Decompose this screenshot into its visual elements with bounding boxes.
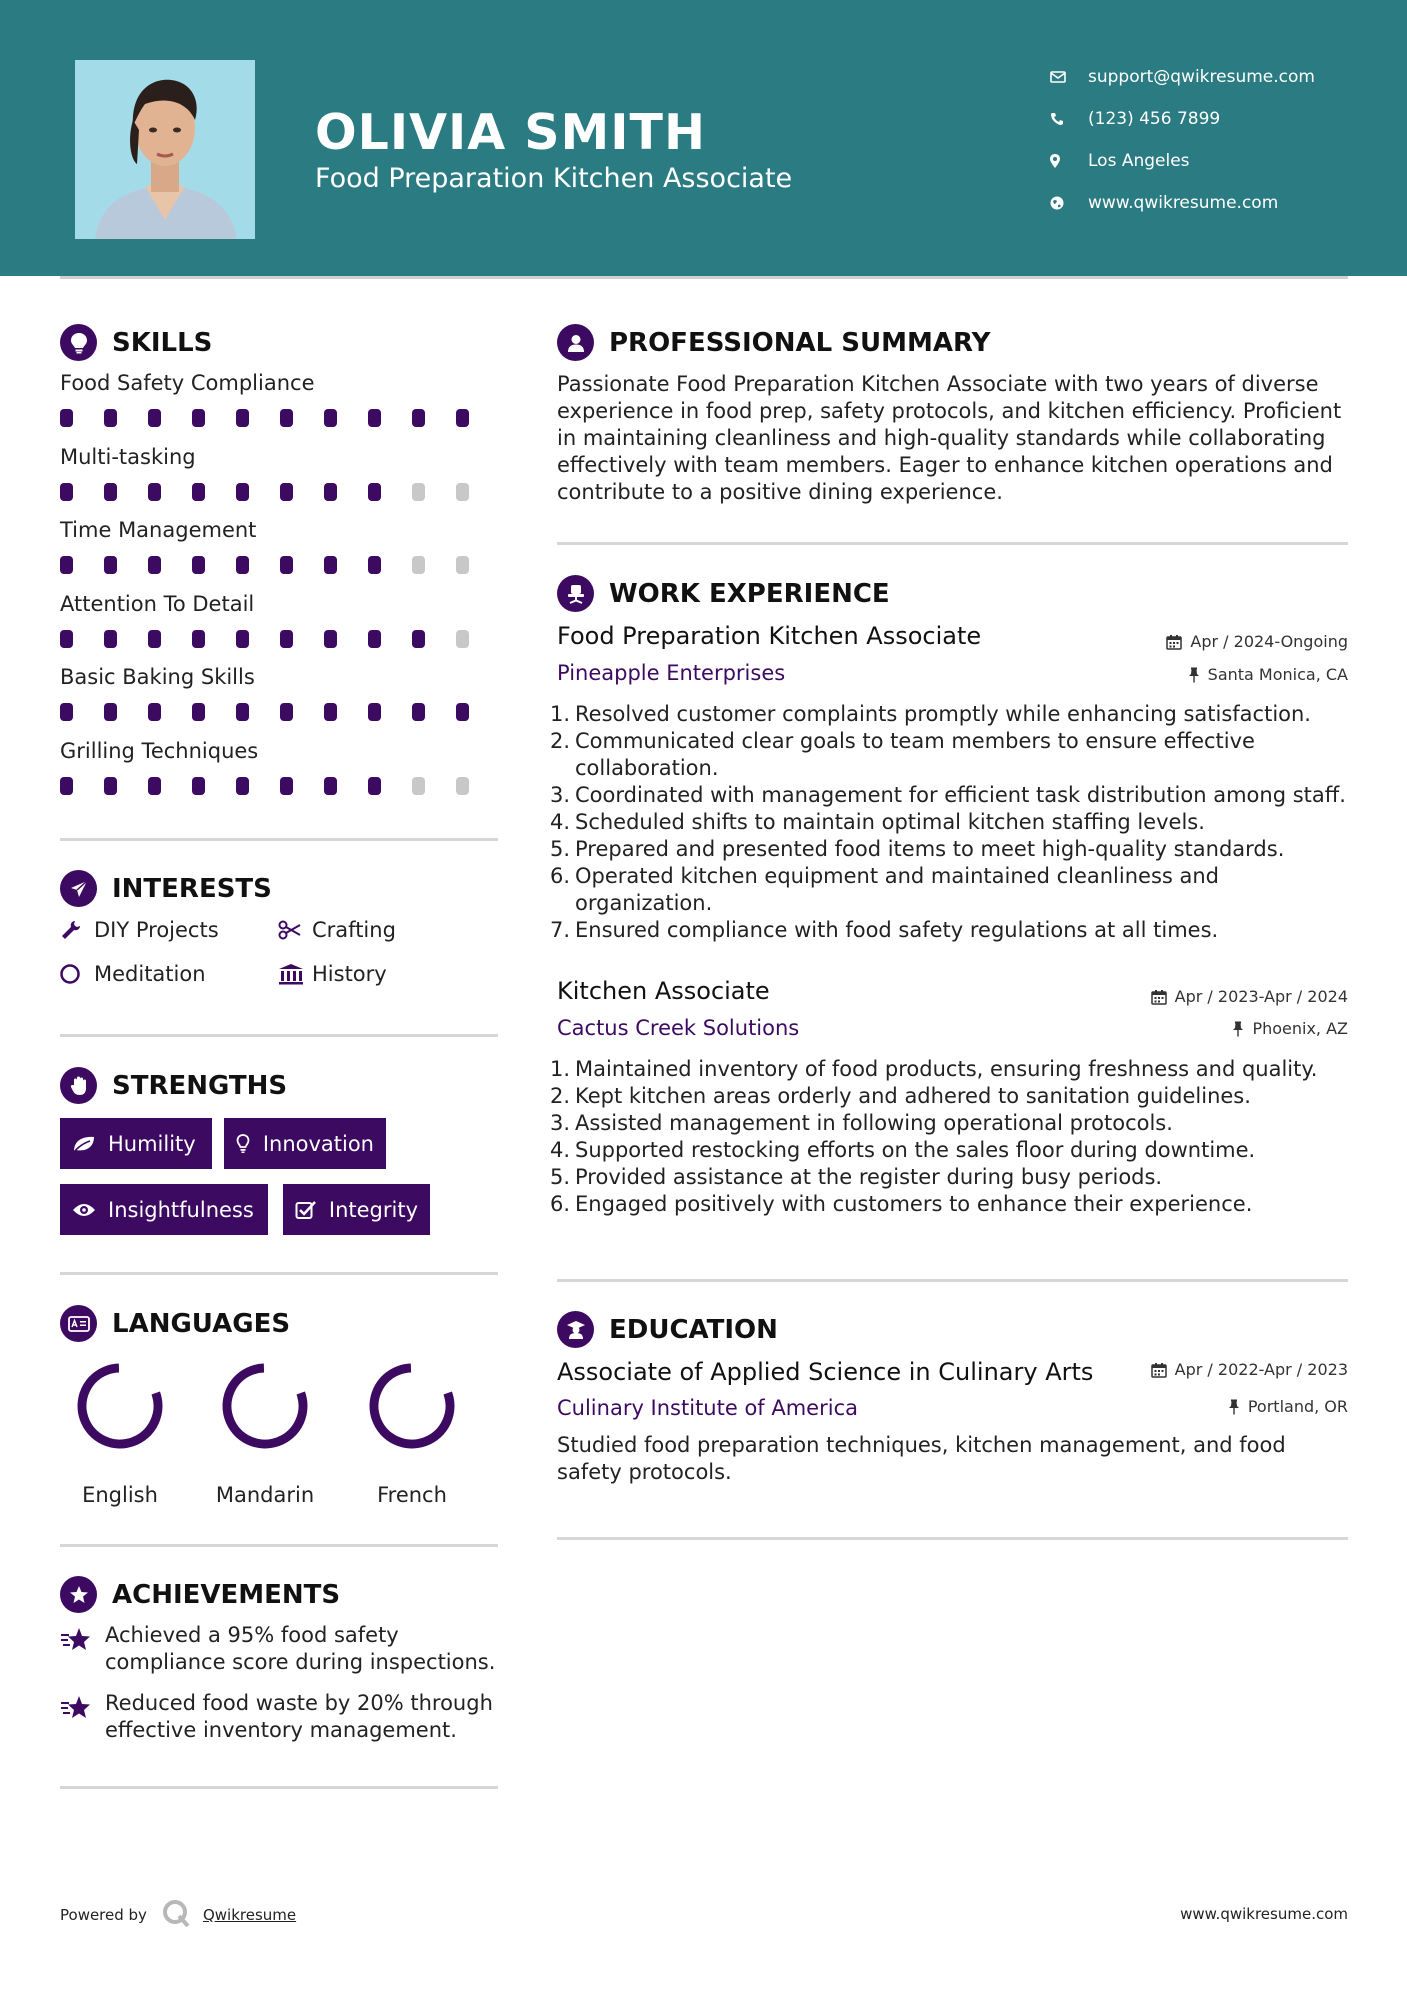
responsibility-line: organization.	[575, 891, 713, 915]
interest-label: Meditation	[94, 962, 206, 986]
star-icon	[60, 1690, 105, 1744]
footer-website[interactable]: www.qwikresume.com	[1180, 1905, 1348, 1923]
list-number: 4.	[550, 1138, 571, 1162]
skill-item	[60, 518, 500, 574]
language-icon	[60, 1305, 97, 1342]
contact-website-text: www.qwikresume.com	[1088, 193, 1279, 213]
qwikresume-logo-icon	[161, 1898, 191, 1932]
list-number: 1.	[550, 702, 571, 726]
rating-dot-filled	[148, 630, 161, 648]
interest-item	[278, 962, 387, 986]
lightbulb-outline-icon	[236, 1134, 263, 1154]
rating-dot-empty	[456, 556, 469, 574]
education-description-line: Studied food preparation techniques, kitchen management, and food	[557, 1433, 1286, 1457]
graduate-icon	[557, 1311, 594, 1348]
responsibility-line: Engaged positively with customers to enhance their experience.	[575, 1192, 1253, 1216]
education-description-line: safety protocols.	[557, 1460, 732, 1484]
user-icon	[557, 324, 594, 361]
pushpin-icon	[1188, 667, 1200, 683]
circle-icon	[60, 963, 94, 985]
strength-label: Insightfulness	[108, 1197, 254, 1222]
job-location-text: Santa Monica, CA	[1207, 665, 1348, 684]
rating-dot-filled	[148, 703, 161, 721]
responsibility-text	[575, 1056, 1318, 1083]
skill-item	[60, 371, 500, 427]
strength-tag	[60, 1118, 212, 1169]
rating-dot-filled	[324, 630, 337, 648]
location-pin-icon	[1050, 154, 1088, 168]
education-degree: Associate of Applied Science in Culinary Arts	[557, 1358, 1094, 1386]
rating-dot-filled	[148, 556, 161, 574]
job-location-text: Phoenix, AZ	[1252, 1019, 1348, 1038]
language-name: English	[82, 1483, 158, 1507]
rating-dot-empty	[456, 777, 469, 795]
powered-by-text: Powered by	[60, 1906, 147, 1924]
rating-dot-filled	[192, 630, 205, 648]
responsibility-text	[575, 728, 1255, 782]
experience-divider	[557, 1279, 1348, 1282]
responsibility-item	[550, 1110, 1360, 1137]
strength-label: Humility	[108, 1131, 196, 1156]
job-dates	[1151, 987, 1348, 1006]
rating-dot-filled	[236, 556, 249, 574]
contact-location-text: Los Angeles	[1088, 151, 1190, 171]
languages-divider	[60, 1544, 498, 1547]
job-dates-text: Apr / 2023-Apr / 2024	[1174, 987, 1348, 1006]
summary-line: Passionate Food Preparation Kitchen Associate with two years of diverse	[557, 372, 1319, 396]
strength-label: Innovation	[262, 1131, 374, 1156]
job-location	[1232, 1019, 1348, 1038]
responsibility-text	[575, 863, 1219, 917]
responsibility-text	[575, 1083, 1251, 1110]
responsibility-text	[575, 1110, 1173, 1137]
responsibility-text	[575, 782, 1346, 809]
skill-rating	[60, 556, 500, 574]
rating-dot-filled	[368, 703, 381, 721]
language-level-ring	[219, 1360, 311, 1452]
responsibility-item	[550, 1137, 1360, 1164]
wrench-icon	[60, 919, 94, 941]
achievements-heading	[60, 1576, 340, 1613]
contact-list	[1050, 56, 1315, 224]
rating-dot-filled	[192, 777, 205, 795]
summary-divider	[557, 542, 1348, 545]
skill-rating	[60, 483, 500, 501]
responsibility-line: Coordinated with management for efficient task distribution among staff.	[575, 783, 1346, 807]
summary-title: PROFESSIONAL SUMMARY	[609, 327, 991, 358]
interests-divider	[60, 1034, 498, 1037]
rating-dot-filled	[60, 630, 73, 648]
responsibility-line: Supported restocking efforts on the sales floor during downtime.	[575, 1138, 1256, 1162]
museum-icon	[278, 963, 312, 985]
education-heading	[557, 1311, 778, 1348]
rating-dot-filled	[280, 409, 293, 427]
achievement-item	[60, 1690, 510, 1744]
summary-text	[557, 371, 1357, 506]
responsibility-item	[550, 917, 1360, 944]
list-number: 5.	[550, 1165, 571, 1189]
language-level-ring	[74, 1360, 166, 1452]
contact-phone-text: (123) 456 7899	[1088, 109, 1221, 129]
rating-dot-filled	[192, 409, 205, 427]
interests-title: INTERESTS	[112, 873, 272, 904]
education-title: EDUCATION	[609, 1314, 778, 1345]
responsibility-item	[550, 809, 1360, 836]
rating-dot-filled	[456, 703, 469, 721]
contact-location	[1050, 140, 1315, 182]
summary-line: effectively with team members. Eager to enhance kitchen operations and	[557, 453, 1333, 477]
rating-dot-filled	[280, 483, 293, 501]
rating-dot-filled	[236, 703, 249, 721]
leaf-icon	[72, 1135, 108, 1153]
skill-rating	[60, 703, 500, 721]
rating-dot-filled	[368, 630, 381, 648]
skill-name: Grilling Techniques	[60, 738, 259, 763]
skill-item	[60, 739, 500, 795]
language-level-ring	[366, 1360, 458, 1452]
responsibility-text	[575, 809, 1205, 836]
language-level-arc	[366, 1360, 458, 1452]
rating-dot-filled	[148, 777, 161, 795]
achievements-title: ACHIEVEMENTS	[112, 1579, 341, 1610]
job-location	[1188, 665, 1348, 684]
responsibility-line: Communicated clear goals to team members to ensure effective	[575, 729, 1255, 753]
job-company: Cactus Creek Solutions	[557, 1016, 800, 1040]
strengths-heading	[60, 1067, 287, 1104]
rating-dot-filled	[192, 483, 205, 501]
interest-label: History	[312, 962, 387, 986]
rating-dot-filled	[280, 703, 293, 721]
education-dates	[1151, 1360, 1348, 1379]
rating-dot-empty	[412, 483, 425, 501]
rating-dot-empty	[456, 630, 469, 648]
rating-dot-filled	[148, 483, 161, 501]
resume-header	[0, 0, 1407, 276]
skills-heading	[60, 324, 212, 361]
list-number: 4.	[550, 810, 571, 834]
eye-icon	[72, 1202, 108, 1218]
rating-dot-filled	[324, 483, 337, 501]
responsibility-item	[550, 701, 1360, 728]
list-number: 6.	[550, 1192, 571, 1216]
star-icon	[60, 1622, 105, 1676]
calendar-icon	[1166, 634, 1182, 650]
job-dates	[1166, 632, 1348, 651]
skill-name: Food Safety Compliance	[60, 371, 315, 395]
rating-dot-filled	[368, 409, 381, 427]
skill-item	[60, 445, 500, 501]
rating-dot-filled	[324, 703, 337, 721]
achievement-line: compliance score during inspections.	[105, 1650, 496, 1674]
strength-tag	[283, 1184, 430, 1235]
rating-dot-filled	[368, 777, 381, 795]
globe-icon	[1050, 196, 1088, 210]
rating-dot-empty	[412, 777, 425, 795]
rating-dot-filled	[324, 409, 337, 427]
responsibility-item	[550, 1191, 1360, 1218]
language-item	[60, 1360, 180, 1507]
strengths-divider	[60, 1272, 498, 1275]
rating-dot-filled	[104, 409, 117, 427]
pushpin-icon	[1228, 1399, 1240, 1415]
responsibility-text	[575, 917, 1218, 944]
rating-dot-filled	[104, 630, 117, 648]
education-school: Culinary Institute of America	[557, 1396, 858, 1420]
rating-dot-filled	[60, 703, 73, 721]
responsibility-line: Scheduled shifts to maintain optimal kitchen staffing levels.	[575, 810, 1205, 834]
responsibility-line: Maintained inventory of food products, ensuring freshness and quality.	[575, 1057, 1318, 1081]
list-number: 3.	[550, 1111, 571, 1135]
achievement-line: effective inventory management.	[105, 1718, 457, 1742]
skill-name: Basic Baking Skills	[60, 665, 255, 689]
strength-tag	[60, 1184, 268, 1235]
rating-dot-filled	[368, 483, 381, 501]
strength-tag	[224, 1118, 386, 1169]
achievements-divider	[60, 1786, 498, 1789]
summary-line: in maintaining cleanliness and high-quality standards while collaborating	[557, 426, 1326, 450]
chair-icon	[557, 575, 594, 612]
rating-dot-filled	[280, 556, 293, 574]
skill-name: Attention To Detail	[60, 591, 255, 616]
contact-email-text: support@qwikresume.com	[1088, 67, 1315, 87]
responsibility-item	[550, 728, 1360, 782]
job-dates-text: Apr / 2024-Ongoing	[1190, 632, 1348, 651]
achievement-line: Achieved a 95% food safety	[105, 1623, 399, 1647]
job-title: Food Preparation Kitchen Associate	[557, 622, 982, 650]
skill-rating	[60, 409, 500, 427]
education-location-text: Portland, OR	[1247, 1397, 1348, 1416]
responsibility-item	[550, 863, 1360, 917]
rating-dot-filled	[192, 556, 205, 574]
experience-heading	[557, 575, 890, 612]
job-responsibilities	[550, 701, 1360, 944]
rating-dot-filled	[280, 630, 293, 648]
rating-dot-filled	[412, 703, 425, 721]
list-number: 6.	[550, 864, 571, 888]
interest-label: Crafting	[312, 918, 396, 942]
interest-item	[60, 962, 206, 986]
interest-item	[60, 918, 219, 942]
rating-dot-filled	[236, 777, 249, 795]
summary-line: contribute to a positive dining experience.	[557, 480, 1003, 504]
list-number: 5.	[550, 837, 571, 861]
rating-dot-empty	[456, 483, 469, 501]
rating-dot-filled	[236, 409, 249, 427]
responsibility-item	[550, 836, 1360, 863]
rating-dot-filled	[324, 777, 337, 795]
education-description	[557, 1432, 1357, 1486]
experience-title: WORK EXPERIENCE	[609, 578, 890, 609]
job-responsibilities	[550, 1056, 1360, 1218]
interests-heading	[60, 870, 272, 907]
rating-dot-filled	[192, 703, 205, 721]
list-number: 3.	[550, 783, 571, 807]
star-badge-icon	[60, 1576, 97, 1613]
phone-icon	[1050, 112, 1088, 126]
strength-label: Integrity	[328, 1197, 418, 1222]
contact-email[interactable]	[1050, 56, 1315, 98]
rating-dot-filled	[280, 777, 293, 795]
responsibility-line: Prepared and presented food items to meet high-quality standards.	[575, 837, 1285, 861]
language-item	[205, 1360, 325, 1507]
responsibility-text	[575, 1137, 1255, 1164]
rating-dot-filled	[412, 409, 425, 427]
responsibility-item	[550, 1056, 1360, 1083]
pushpin-icon	[1232, 1021, 1244, 1037]
skill-rating	[60, 777, 500, 795]
rating-dot-filled	[60, 409, 73, 427]
achievement-line: Reduced food waste by 20% through	[105, 1691, 493, 1715]
responsibility-line: Kept kitchen areas orderly and adhered to sanitation guidelines.	[575, 1084, 1251, 1108]
language-level-arc	[219, 1360, 311, 1452]
contact-website[interactable]	[1050, 182, 1315, 224]
rating-dot-filled	[60, 777, 73, 795]
education-location	[1228, 1397, 1348, 1416]
responsibility-line: Resolved customer complaints promptly while enhancing satisfaction.	[575, 702, 1311, 726]
responsibility-line: Provided assistance at the register during busy periods.	[575, 1165, 1163, 1189]
contact-phone[interactable]	[1050, 98, 1315, 140]
job-title: Kitchen Associate	[557, 977, 770, 1005]
check-square-icon	[295, 1200, 329, 1220]
responsibility-line: Ensured compliance with food safety regulations at all times.	[575, 918, 1219, 942]
calendar-icon	[1151, 989, 1167, 1005]
list-number: 2.	[550, 729, 571, 753]
list-number: 7.	[550, 918, 571, 942]
languages-title: LANGUAGES	[112, 1308, 291, 1339]
interest-label: DIY Projects	[94, 918, 219, 942]
lightbulb-icon	[60, 324, 97, 361]
languages-heading	[60, 1305, 290, 1342]
skill-item	[60, 592, 500, 648]
responsibility-text	[575, 836, 1284, 863]
responsibility-line: Assisted management in following operational protocols.	[575, 1111, 1173, 1135]
skill-name: Time Management	[60, 518, 257, 542]
education-divider	[557, 1537, 1348, 1540]
rating-dot-filled	[148, 409, 161, 427]
responsibility-item	[550, 1083, 1360, 1110]
summary-heading	[557, 324, 990, 361]
hand-icon	[60, 1067, 97, 1104]
footer-powered-by	[60, 1898, 296, 1932]
rating-dot-filled	[412, 630, 425, 648]
calendar-icon	[1151, 1362, 1167, 1378]
education-dates-text: Apr / 2022-Apr / 2023	[1174, 1360, 1348, 1379]
rating-dot-filled	[104, 777, 117, 795]
rating-dot-filled	[104, 483, 117, 501]
scissors-icon	[278, 920, 312, 940]
skill-item	[60, 665, 500, 721]
candidate-role: Food Preparation Kitchen Associate	[315, 163, 793, 194]
language-name: French	[377, 1483, 447, 1507]
rating-dot-filled	[236, 483, 249, 501]
rating-dot-filled	[104, 556, 117, 574]
qwikresume-link[interactable]: Qwikresume	[202, 1906, 297, 1924]
responsibility-text	[575, 1191, 1252, 1218]
rating-dot-filled	[368, 556, 381, 574]
envelope-icon	[1050, 71, 1088, 83]
responsibility-line: Operated kitchen equipment and maintained cleanliness and	[575, 864, 1220, 888]
list-number: 1.	[550, 1057, 571, 1081]
responsibility-line: collaboration.	[575, 756, 719, 780]
rating-dot-filled	[236, 630, 249, 648]
job-company: Pineapple Enterprises	[557, 661, 786, 685]
list-number: 2.	[550, 1084, 571, 1108]
profile-photo	[75, 60, 255, 239]
skill-name: Multi-tasking	[60, 444, 196, 469]
language-level-arc	[74, 1360, 166, 1452]
rating-dot-filled	[60, 483, 73, 501]
rating-dot-filled	[324, 556, 337, 574]
responsibility-text	[575, 701, 1311, 728]
summary-line: experience in food prep, safety protocols, and kitchen efficiency. Proficient	[557, 399, 1342, 423]
strengths-title: STRENGTHS	[112, 1070, 288, 1101]
candidate-name: OLIVIA SMITH	[315, 104, 706, 161]
skills-title: SKILLS	[112, 327, 213, 358]
language-item	[352, 1360, 472, 1507]
paper-plane-icon	[60, 870, 97, 907]
rating-dot-filled	[60, 556, 73, 574]
skill-rating	[60, 630, 500, 648]
skills-divider	[60, 838, 498, 841]
language-name: Mandarin	[215, 1483, 315, 1507]
achievement-item	[60, 1622, 510, 1676]
interest-item	[278, 918, 396, 942]
rating-dot-empty	[412, 556, 425, 574]
header-divider	[60, 276, 1348, 279]
rating-dot-filled	[456, 409, 469, 427]
rating-dot-filled	[104, 703, 117, 721]
responsibility-item	[550, 782, 1360, 809]
responsibility-item	[550, 1164, 1360, 1191]
responsibility-text	[575, 1164, 1162, 1191]
